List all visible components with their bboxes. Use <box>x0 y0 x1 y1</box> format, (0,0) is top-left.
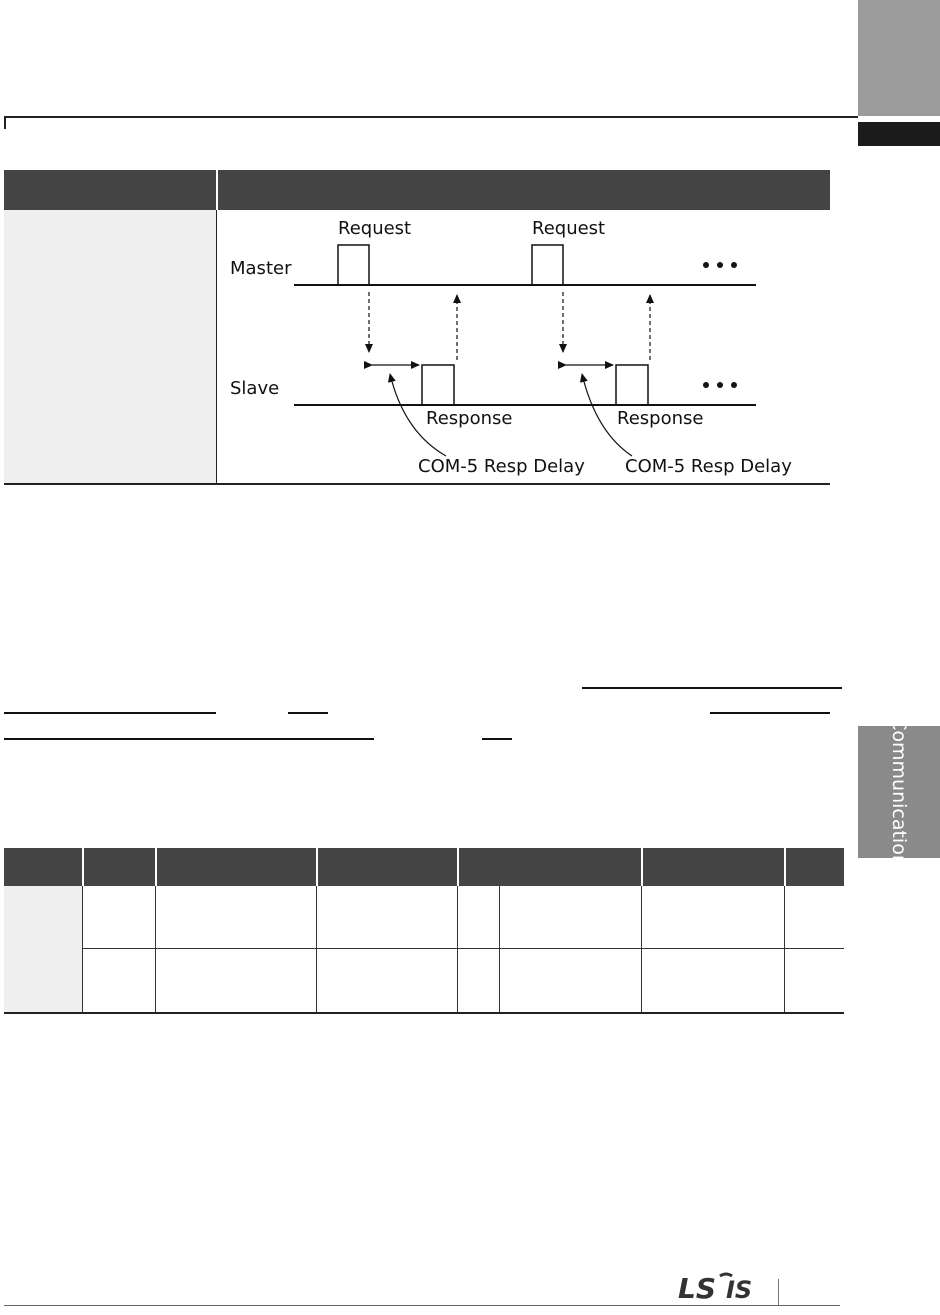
response-label: Response <box>426 408 513 429</box>
slave-label: Slave <box>230 378 280 399</box>
chapter-thumb-tab <box>858 0 940 116</box>
request-label: Request <box>532 218 606 239</box>
chapter-side-tab-label: Communication <box>888 717 910 867</box>
underline <box>4 712 216 714</box>
request-pulse <box>338 245 369 285</box>
table-bottom-rule <box>4 1012 844 1014</box>
continuation-dots <box>703 262 737 268</box>
underline <box>4 738 374 740</box>
code-table-header <box>4 848 844 886</box>
resp-delay-label: COM-5 Resp Delay <box>418 456 585 477</box>
footer-rule <box>4 1305 840 1306</box>
header-rule <box>4 116 858 118</box>
response-pulse <box>422 365 454 405</box>
header-divider <box>457 848 459 886</box>
master-label: Master <box>230 258 292 279</box>
response-label: Response <box>617 408 704 429</box>
header-divider <box>784 848 786 886</box>
parameter-table-header <box>4 170 830 210</box>
code-table <box>4 848 844 1014</box>
column-divider <box>784 886 785 1012</box>
column-divider <box>316 886 317 1012</box>
column-divider <box>499 886 500 1012</box>
request-pulse <box>532 245 563 285</box>
footer-separator <box>778 1279 779 1305</box>
column-divider <box>82 886 83 1012</box>
column-divider <box>216 210 217 484</box>
timing-diagram <box>218 210 830 484</box>
underline <box>288 712 328 714</box>
column-divider <box>457 886 458 1012</box>
header-divider <box>641 848 643 886</box>
svg-text:IS: IS <box>726 1276 753 1304</box>
resp-delay-label: COM-5 Resp Delay <box>625 456 792 477</box>
row-divider <box>82 948 844 949</box>
parameter-table <box>4 170 830 486</box>
header-divider <box>82 848 84 886</box>
header-rule-tick <box>4 116 6 129</box>
column-divider <box>641 886 642 1012</box>
column-divider <box>155 886 156 1012</box>
underline <box>482 738 512 740</box>
header-divider <box>316 848 318 886</box>
continuation-dots <box>703 382 737 388</box>
svg-text:LS: LS <box>678 1272 717 1304</box>
header-divider <box>216 170 218 210</box>
parameter-name-cell <box>4 210 216 484</box>
request-label: Request <box>338 218 412 239</box>
chapter-side-tab <box>858 717 940 867</box>
header-divider <box>155 848 157 886</box>
chapter-thumb-marker <box>858 122 940 146</box>
ls-is-logo <box>676 1270 766 1304</box>
response-pulse <box>616 365 648 405</box>
group-cell <box>4 886 82 1012</box>
underline <box>710 712 830 714</box>
underline <box>582 687 842 689</box>
